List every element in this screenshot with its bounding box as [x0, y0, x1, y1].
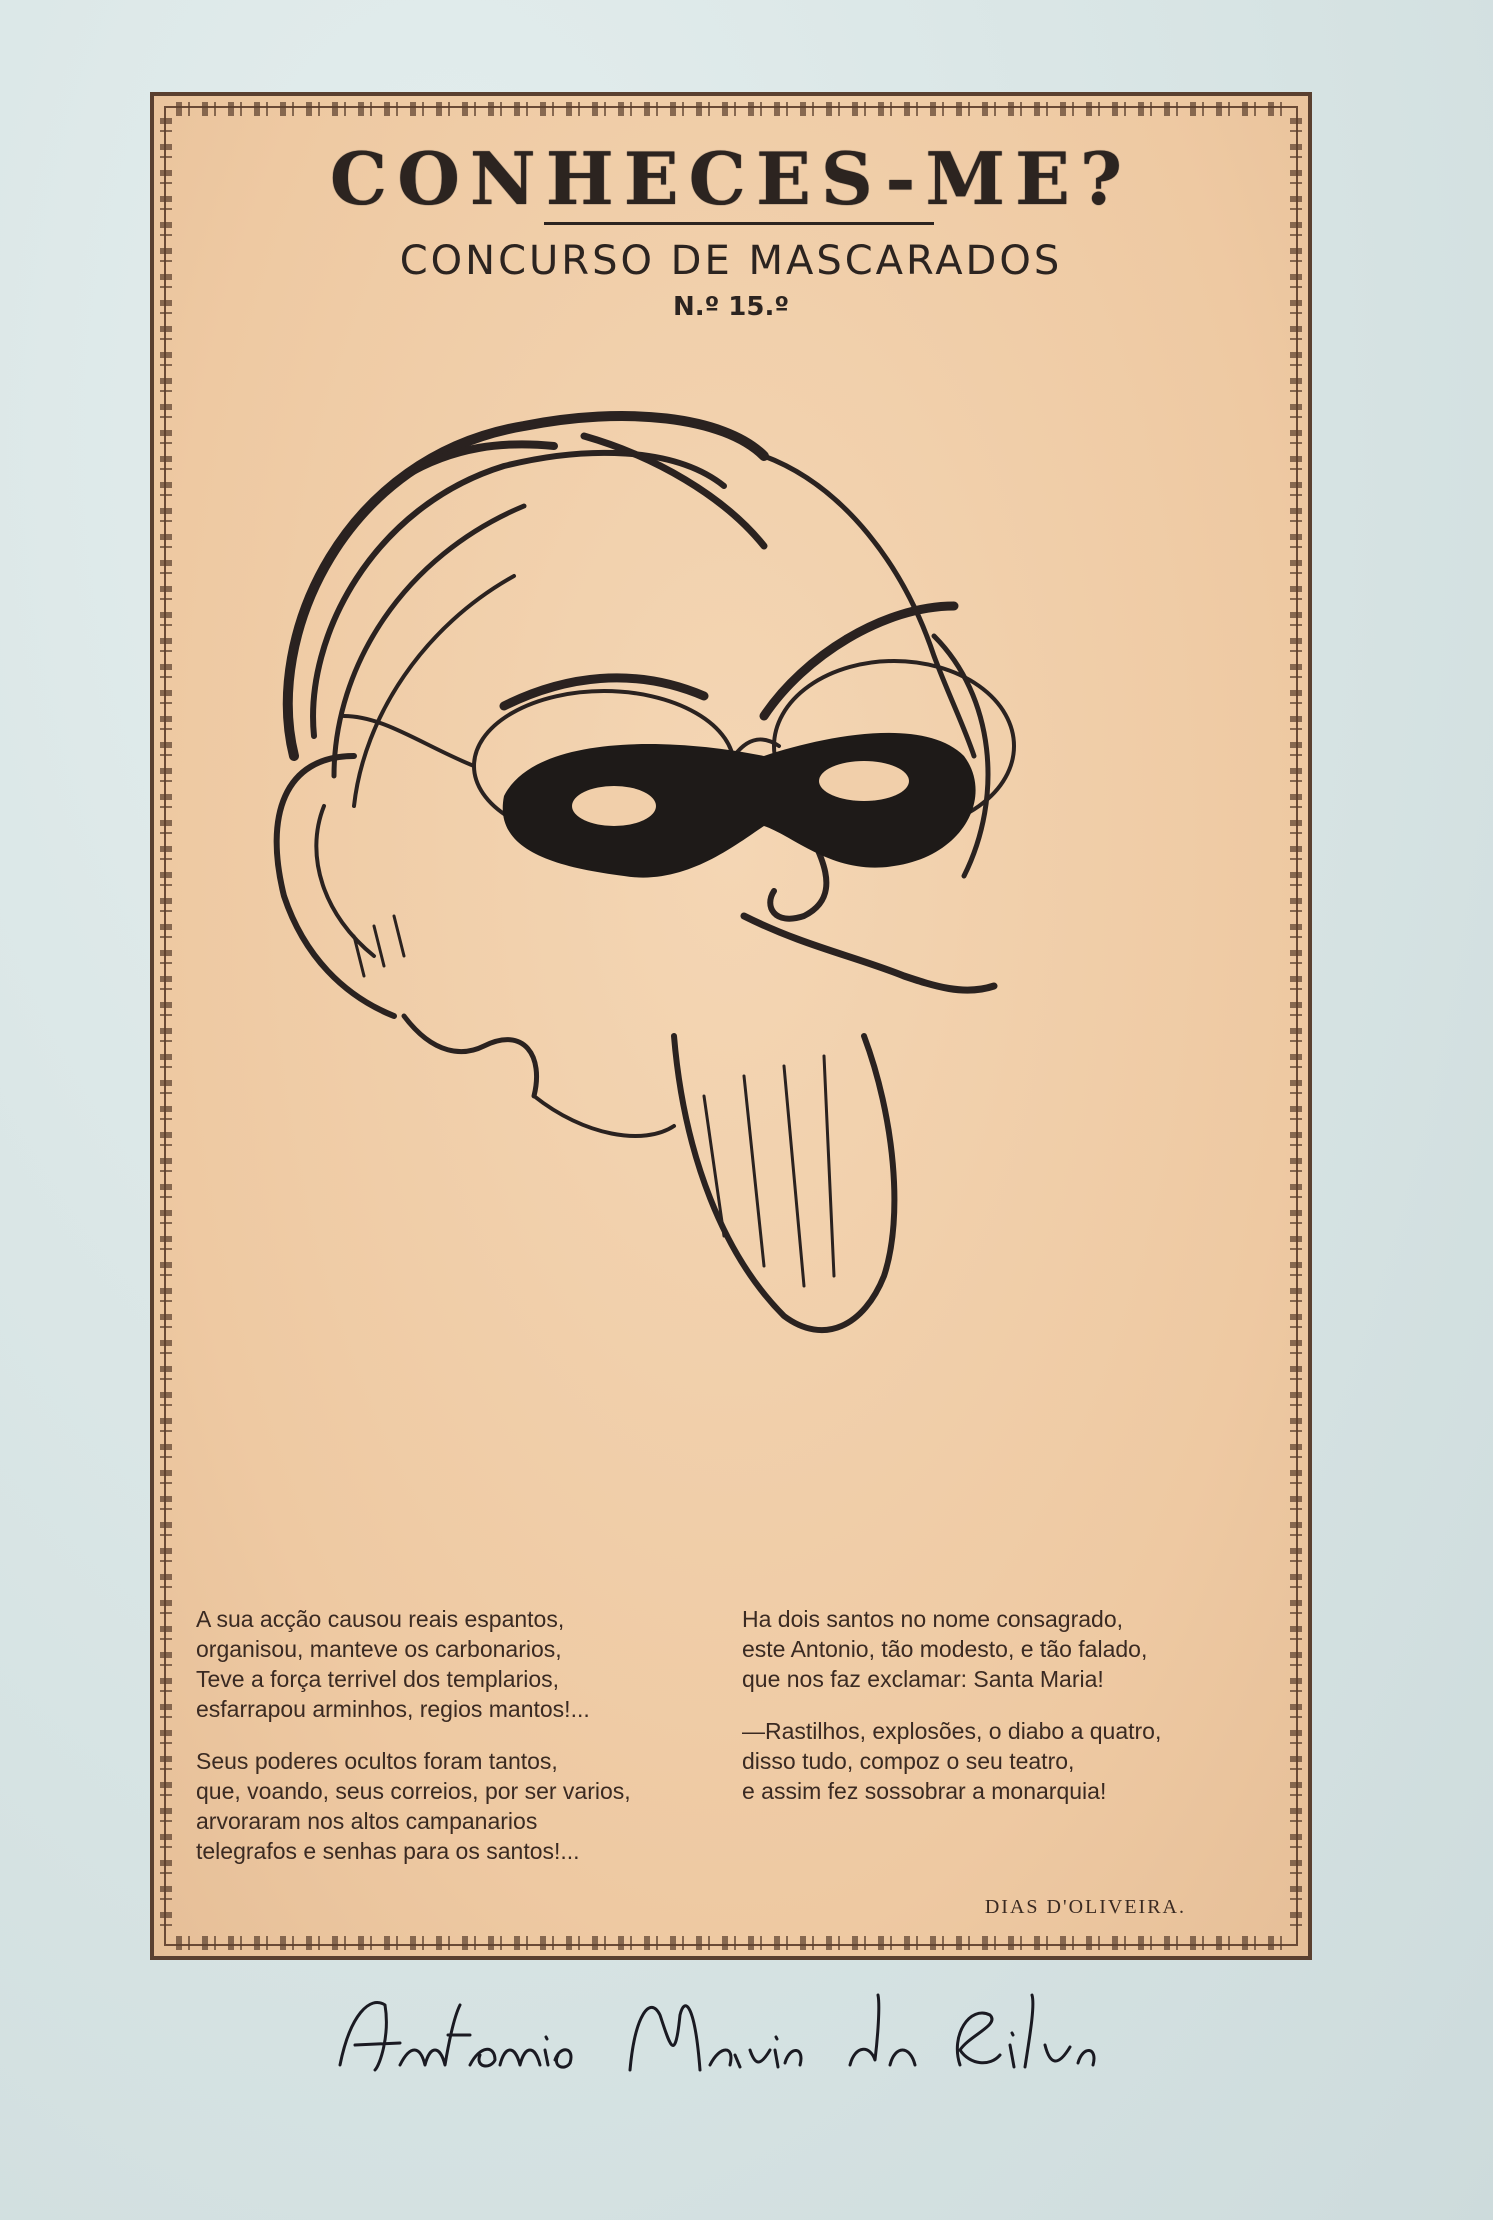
- ornament-bottom: [176, 1936, 1286, 1950]
- poem-line: —Rastilhos, explosões, o diabo a quatro,: [742, 1718, 1162, 1744]
- poem-line: disso tudo, compoz o seu teatro,: [742, 1748, 1075, 1774]
- handwritten-signature: [330, 1975, 1130, 2095]
- poem-line: Ha dois santos no nome consagrado,: [742, 1606, 1124, 1632]
- newspaper-clipping: [150, 92, 1312, 1960]
- ornament-left: [160, 118, 172, 1934]
- poem-line: organisou, manteve os carbonarios,: [196, 1636, 562, 1662]
- poem-right-column: [742, 1604, 1282, 1828]
- stanza: [196, 1746, 716, 1866]
- signature-text: Antonio Maria da Silva: [330, 1975, 342, 1976]
- poem-line: arvoraram nos altos campanarios: [196, 1808, 538, 1834]
- poem-line: A sua acção causou reais espantos,: [196, 1606, 565, 1632]
- poem-line: que nos faz exclamar: Santa Maria!: [742, 1666, 1104, 1692]
- subheading: CONCURSO DE MASCARADOS: [399, 238, 1063, 284]
- ornament-right: [1290, 118, 1302, 1934]
- poem-line: e assim fez sossobrar a monarquia!: [742, 1778, 1107, 1804]
- poem-line: Seus poderes ocultos foram tantos,: [196, 1748, 558, 1774]
- poem-author: DIAS D'OLIVEIRA.: [984, 1896, 1186, 1918]
- ornament-top: [176, 102, 1286, 116]
- stanza: [196, 1604, 716, 1724]
- poem-line: telegrafos e senhas para os santos!...: [196, 1838, 580, 1864]
- masked-man-caricature: [204, 336, 1264, 1646]
- issue-number: N.º 15.º: [672, 292, 790, 322]
- stanza: [742, 1716, 1282, 1806]
- poem-left-column: [196, 1604, 716, 1888]
- poem-line: que, voando, seus correios, por ser varios,: [196, 1778, 631, 1804]
- stanza: [742, 1604, 1282, 1694]
- poem-line: Teve a força terrivel dos templarios,: [196, 1666, 560, 1692]
- poem-line: este Antonio, tão modesto, e tão falado,: [742, 1636, 1148, 1662]
- headline: CONHECES-ME?: [329, 136, 1133, 221]
- headline-rule: [544, 222, 934, 225]
- poem-line: esfarrapou arminhos, regios mantos!...: [196, 1696, 590, 1722]
